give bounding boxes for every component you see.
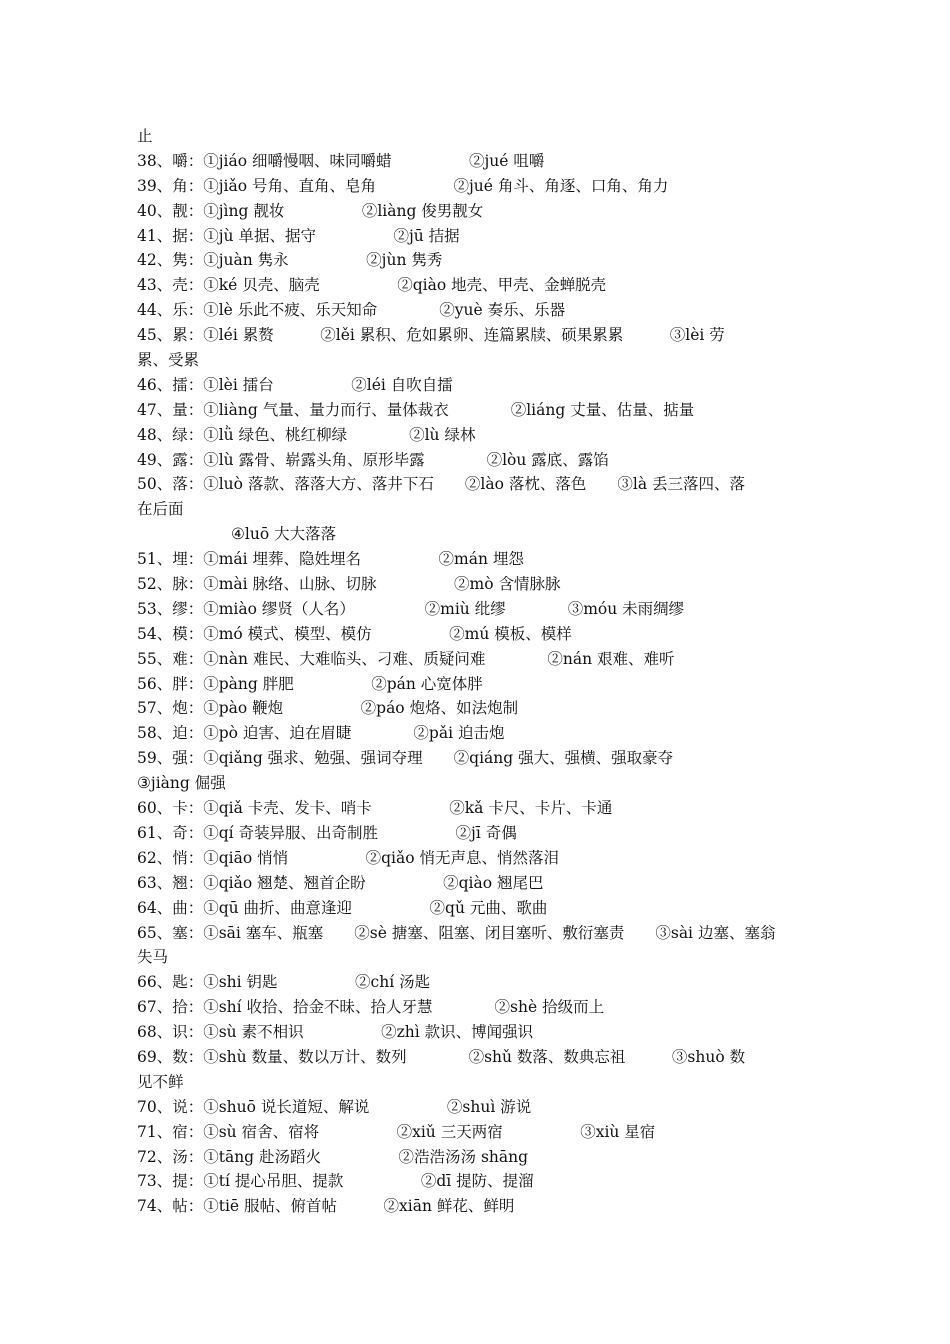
text-line: 51、埋：①mái 埋葬、隐姓埋名 ②mán 埋怨 xyxy=(137,550,524,569)
text-line: 66、匙：①shi 钥匙 ②chí 汤匙 xyxy=(137,973,431,992)
text-line: 63、翘：①qiǎo 翘楚、翘首企盼 ②qiào 翘尾巴 xyxy=(137,873,544,892)
text-line: 61、奇：①qí 奇装异服、出奇制胜 ②jī 奇偶 xyxy=(137,823,517,842)
text-line: ④luō 大大落落 xyxy=(231,525,337,544)
text-line: 56、胖：①pàng 胖肥 ②pán 心宽体胖 xyxy=(137,674,483,693)
text-line: 68、识：①sù 素不相识 ②zhì 款识、博闻强识 xyxy=(137,1023,534,1042)
text-line: 在后面 xyxy=(137,500,184,519)
text-line: 45、累：①léi 累赘 ②lěi 累积、危如累卵、连篇累牍、硕果累累 ③lèi 劳 xyxy=(137,326,725,345)
text-line: 70、说：①shuō 说长道短、解说 ②shuì 游说 xyxy=(137,1097,532,1116)
text-line: 失马 xyxy=(137,948,169,967)
text-line: ③jiàng 倔强 xyxy=(137,774,226,793)
text-line: 44、乐：①lè 乐此不疲、乐天知命 ②yuè 奏乐、乐器 xyxy=(137,301,566,320)
text-line: 59、强：①qiǎng 强求、勉强、强词夺理 ②qiáng 强大、强横、强取豪夺 xyxy=(137,749,674,768)
text-line: 64、曲：①qū 曲折、曲意逢迎 ②qǔ 元曲、歌曲 xyxy=(137,898,548,917)
text-line: 38、嚼：①jiáo 细嚼慢咽、味同嚼蜡 ②jué 咀嚼 xyxy=(137,151,545,170)
text-line: 41、据：①jù 单据、据守 ②jū 拮据 xyxy=(137,226,460,245)
text-line: 40、靓：①jìng 靓妆 ②liàng 俊男靓女 xyxy=(137,201,484,220)
text-line: 43、壳：①ké 贝壳、脑壳 ②qiào 地壳、甲壳、金蝉脱壳 xyxy=(137,276,607,295)
text-line: 53、缪：①miào 缪贤（人名） ②miù 纰缪 ③móu 未雨绸缪 xyxy=(137,599,685,618)
text-line: 54、模：①mó 模式、模型、模仿 ②mú 模板、模样 xyxy=(137,624,572,643)
text-line: 72、汤：①tāng 赴汤蹈火 ②浩浩汤汤 shāng xyxy=(137,1147,529,1166)
text-line: 39、角：①jiǎo 号角、直角、皂角 ②jué 角斗、角逐、口角、角力 xyxy=(137,176,669,195)
text-line: 57、炮：①pào 鞭炮 ②páo 炮烙、如法炮制 xyxy=(137,699,519,718)
text-line: 50、落：①luò 落款、落落大方、落井下石 ②lào 落枕、落色 ③là 丢三落四、落 xyxy=(137,475,746,494)
text-line: 69、数：①shù 数量、数以万计、数列 ②shǔ 数落、数典忘祖 ③shuò 数 xyxy=(137,1047,746,1066)
text-line: 55、难：①nàn 难民、大难临头、刁难、质疑问难 ②nán 艰难、难听 xyxy=(137,649,675,668)
text-line: 62、悄：①qiāo 悄悄 ②qiǎo 悄无声息、悄然落泪 xyxy=(137,848,559,867)
text-line: 58、迫：①pò 迫害、迫在眉睫 ②pǎi 迫击炮 xyxy=(137,724,505,743)
text-line: 71、宿：①sù 宿舍、宿将 ②xiǔ 三天两宿 ③xiù 星宿 xyxy=(137,1122,656,1141)
text-line: 42、隽：①juàn 隽永 ②jùn 隽秀 xyxy=(137,251,443,270)
text-line: 60、卡：①qiǎ 卡壳、发卡、哨卡 ②kǎ 卡尺、卡片、卡通 xyxy=(137,799,613,818)
text-line: 73、提：①tí 提心吊胆、提款 ②dī 提防、提溜 xyxy=(137,1172,534,1191)
text-line: 67、拾：①shí 收拾、拾金不昧、拾人牙慧 ②shè 拾级而上 xyxy=(137,998,605,1017)
text-line: 47、量：①liàng 气量、量力而行、量体裁衣 ②liáng 丈量、估量、掂量 xyxy=(137,400,695,419)
text-line: 49、露：①lù 露骨、崭露头角、原形毕露 ②lòu 露底、露馅 xyxy=(137,450,609,469)
text-line: 见不鲜 xyxy=(137,1072,184,1091)
text-line: 止 xyxy=(137,127,153,145)
document-body xyxy=(137,124,817,1219)
text-line: 48、绿：①lǜ 绿色、桃红柳绿 ②lù 绿林 xyxy=(137,425,476,444)
text-line: 52、脉：①mài 脉络、山脉、切脉 ②mò 含情脉脉 xyxy=(137,575,561,594)
text-line: 46、擂：①lèi 擂台 ②léi 自吹自擂 xyxy=(137,375,453,394)
text-line: 65、塞：①sāi 塞车、瓶塞 ②sè 搪塞、阻塞、闭目塞听、敷衍塞责 ③sài 边塞、塞翁 xyxy=(137,923,776,942)
text-line: 74、帖：①tiē 服帖、俯首帖 ②xiān 鲜花、鲜明 xyxy=(137,1197,515,1216)
text-line: 累、受累 xyxy=(137,351,200,370)
